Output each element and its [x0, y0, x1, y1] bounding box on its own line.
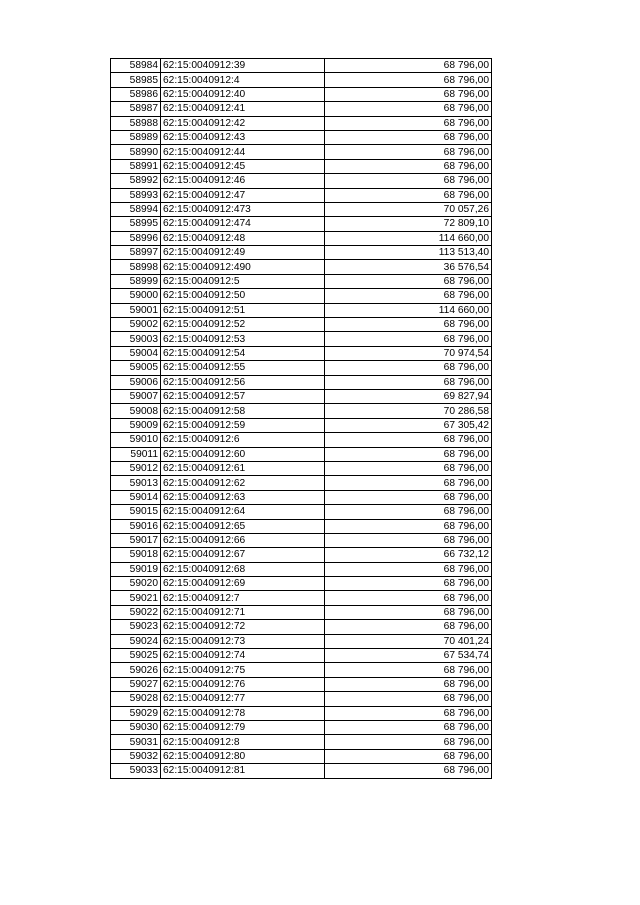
row-number-cell: 59006 — [111, 375, 161, 389]
row-number-cell: 58986 — [111, 87, 161, 101]
table-body — [111, 59, 492, 779]
value-cell: 68 796,00 — [325, 361, 492, 375]
value-cell: 68 796,00 — [325, 375, 492, 389]
row-number-cell: 58984 — [111, 59, 161, 73]
row-number-cell: 59007 — [111, 389, 161, 403]
table-row — [111, 231, 492, 245]
table-row — [111, 418, 492, 432]
row-number-cell: 59001 — [111, 303, 161, 317]
table-row — [111, 505, 492, 519]
value-cell: 68 796,00 — [325, 476, 492, 490]
table-row — [111, 59, 492, 73]
value-cell: 68 796,00 — [325, 720, 492, 734]
value-cell: 72 809,10 — [325, 217, 492, 231]
value-cell: 68 796,00 — [325, 188, 492, 202]
cadastral-number-cell: 62:15:0040912:78 — [161, 706, 325, 720]
cadastral-number-cell: 62:15:0040912:4 — [161, 73, 325, 87]
value-cell: 70 974,54 — [325, 346, 492, 360]
value-cell: 70 057,26 — [325, 202, 492, 216]
cadastral-number-cell: 62:15:0040912:41 — [161, 102, 325, 116]
table-row — [111, 490, 492, 504]
cadastral-number-cell: 62:15:0040912:490 — [161, 260, 325, 274]
row-number-cell: 59032 — [111, 749, 161, 763]
table-row — [111, 476, 492, 490]
cadastral-value-table — [110, 58, 492, 779]
value-cell: 68 796,00 — [325, 562, 492, 576]
table-row — [111, 217, 492, 231]
value-cell: 68 796,00 — [325, 490, 492, 504]
row-number-cell: 59027 — [111, 677, 161, 691]
table-row — [111, 677, 492, 691]
cadastral-number-cell: 62:15:0040912:69 — [161, 577, 325, 591]
value-cell: 68 796,00 — [325, 706, 492, 720]
row-number-cell: 59009 — [111, 418, 161, 432]
table-row — [111, 634, 492, 648]
row-number-cell: 59015 — [111, 505, 161, 519]
table-row — [111, 706, 492, 720]
table-row — [111, 289, 492, 303]
table-row — [111, 605, 492, 619]
table-row — [111, 361, 492, 375]
row-number-cell: 59023 — [111, 620, 161, 634]
table-row — [111, 246, 492, 260]
value-cell: 68 796,00 — [325, 318, 492, 332]
cadastral-number-cell: 62:15:0040912:76 — [161, 677, 325, 691]
table-row — [111, 389, 492, 403]
value-cell: 68 796,00 — [325, 677, 492, 691]
table-row — [111, 620, 492, 634]
cadastral-number-cell: 62:15:0040912:8 — [161, 735, 325, 749]
row-number-cell: 59012 — [111, 461, 161, 475]
value-cell: 68 796,00 — [325, 59, 492, 73]
cadastral-number-cell: 62:15:0040912:45 — [161, 159, 325, 173]
cadastral-number-cell: 62:15:0040912:68 — [161, 562, 325, 576]
value-cell: 68 796,00 — [325, 73, 492, 87]
row-number-cell: 59010 — [111, 433, 161, 447]
cadastral-number-cell: 62:15:0040912:67 — [161, 548, 325, 562]
cadastral-number-cell: 62:15:0040912:53 — [161, 332, 325, 346]
row-number-cell: 58989 — [111, 130, 161, 144]
row-number-cell: 59033 — [111, 764, 161, 778]
row-number-cell: 59031 — [111, 735, 161, 749]
cadastral-number-cell: 62:15:0040912:80 — [161, 749, 325, 763]
row-number-cell: 59019 — [111, 562, 161, 576]
cadastral-number-cell: 62:15:0040912:55 — [161, 361, 325, 375]
table-row — [111, 318, 492, 332]
row-number-cell: 58996 — [111, 231, 161, 245]
row-number-cell: 59011 — [111, 447, 161, 461]
value-cell: 68 796,00 — [325, 145, 492, 159]
cadastral-number-cell: 62:15:0040912:73 — [161, 634, 325, 648]
row-number-cell: 59028 — [111, 692, 161, 706]
value-cell: 68 796,00 — [325, 274, 492, 288]
cadastral-number-cell: 62:15:0040912:54 — [161, 346, 325, 360]
value-cell: 68 796,00 — [325, 332, 492, 346]
value-cell: 67 534,74 — [325, 649, 492, 663]
cadastral-number-cell: 62:15:0040912:79 — [161, 720, 325, 734]
row-number-cell: 59003 — [111, 332, 161, 346]
value-cell: 114 660,00 — [325, 231, 492, 245]
row-number-cell: 59021 — [111, 591, 161, 605]
table-row — [111, 188, 492, 202]
cadastral-number-cell: 62:15:0040912:473 — [161, 202, 325, 216]
cadastral-number-cell: 62:15:0040912:59 — [161, 418, 325, 432]
row-number-cell: 59002 — [111, 318, 161, 332]
cadastral-number-cell: 62:15:0040912:75 — [161, 663, 325, 677]
row-number-cell: 59016 — [111, 519, 161, 533]
value-cell: 68 796,00 — [325, 159, 492, 173]
cadastral-number-cell: 62:15:0040912:57 — [161, 389, 325, 403]
row-number-cell: 59005 — [111, 361, 161, 375]
table-row — [111, 116, 492, 130]
cadastral-number-cell: 62:15:0040912:63 — [161, 490, 325, 504]
cadastral-number-cell: 62:15:0040912:81 — [161, 764, 325, 778]
value-cell: 113 513,40 — [325, 246, 492, 260]
cadastral-number-cell: 62:15:0040912:42 — [161, 116, 325, 130]
table-row — [111, 130, 492, 144]
value-cell: 67 305,42 — [325, 418, 492, 432]
value-cell: 68 796,00 — [325, 289, 492, 303]
row-number-cell: 59014 — [111, 490, 161, 504]
table-row — [111, 159, 492, 173]
table-row — [111, 332, 492, 346]
table-row — [111, 303, 492, 317]
cadastral-number-cell: 62:15:0040912:77 — [161, 692, 325, 706]
table-row — [111, 87, 492, 101]
table-row — [111, 447, 492, 461]
cadastral-number-cell: 62:15:0040912:6 — [161, 433, 325, 447]
cadastral-number-cell: 62:15:0040912:50 — [161, 289, 325, 303]
value-cell: 68 796,00 — [325, 577, 492, 591]
row-number-cell: 58997 — [111, 246, 161, 260]
value-cell: 70 286,58 — [325, 404, 492, 418]
value-cell: 68 796,00 — [325, 174, 492, 188]
row-number-cell: 59024 — [111, 634, 161, 648]
value-cell: 68 796,00 — [325, 749, 492, 763]
row-number-cell: 59000 — [111, 289, 161, 303]
row-number-cell: 59030 — [111, 720, 161, 734]
value-cell: 68 796,00 — [325, 87, 492, 101]
value-cell: 68 796,00 — [325, 764, 492, 778]
cadastral-number-cell: 62:15:0040912:74 — [161, 649, 325, 663]
value-cell: 68 796,00 — [325, 461, 492, 475]
row-number-cell: 58995 — [111, 217, 161, 231]
row-number-cell: 59017 — [111, 533, 161, 547]
table-row — [111, 73, 492, 87]
table-row — [111, 274, 492, 288]
table-row — [111, 346, 492, 360]
value-cell: 68 796,00 — [325, 620, 492, 634]
row-number-cell: 58993 — [111, 188, 161, 202]
value-cell: 69 827,94 — [325, 389, 492, 403]
cadastral-number-cell: 62:15:0040912:39 — [161, 59, 325, 73]
table-row — [111, 404, 492, 418]
cadastral-number-cell: 62:15:0040912:71 — [161, 605, 325, 619]
table-row — [111, 260, 492, 274]
row-number-cell: 59022 — [111, 605, 161, 619]
cadastral-number-cell: 62:15:0040912:44 — [161, 145, 325, 159]
value-cell: 68 796,00 — [325, 433, 492, 447]
row-number-cell: 58991 — [111, 159, 161, 173]
row-number-cell: 58990 — [111, 145, 161, 159]
table-row — [111, 519, 492, 533]
cadastral-number-cell: 62:15:0040912:62 — [161, 476, 325, 490]
table-row — [111, 764, 492, 778]
cadastral-number-cell: 62:15:0040912:43 — [161, 130, 325, 144]
value-cell: 68 796,00 — [325, 591, 492, 605]
cadastral-number-cell: 62:15:0040912:51 — [161, 303, 325, 317]
value-cell: 68 796,00 — [325, 519, 492, 533]
value-cell: 36 576,54 — [325, 260, 492, 274]
row-number-cell: 58999 — [111, 274, 161, 288]
table-row — [111, 174, 492, 188]
cadastral-number-cell: 62:15:0040912:65 — [161, 519, 325, 533]
row-number-cell: 59025 — [111, 649, 161, 663]
table-row — [111, 720, 492, 734]
value-cell: 68 796,00 — [325, 505, 492, 519]
value-cell: 68 796,00 — [325, 102, 492, 116]
row-number-cell: 58985 — [111, 73, 161, 87]
row-number-cell: 58994 — [111, 202, 161, 216]
cadastral-number-cell: 62:15:0040912:474 — [161, 217, 325, 231]
table-row — [111, 692, 492, 706]
cadastral-number-cell: 62:15:0040912:7 — [161, 591, 325, 605]
table-row — [111, 735, 492, 749]
row-number-cell: 58987 — [111, 102, 161, 116]
value-cell: 68 796,00 — [325, 116, 492, 130]
value-cell: 68 796,00 — [325, 130, 492, 144]
table-row — [111, 749, 492, 763]
value-cell: 114 660,00 — [325, 303, 492, 317]
row-number-cell: 59029 — [111, 706, 161, 720]
value-cell: 68 796,00 — [325, 735, 492, 749]
table-row — [111, 577, 492, 591]
cadastral-number-cell: 62:15:0040912:58 — [161, 404, 325, 418]
value-cell: 66 732,12 — [325, 548, 492, 562]
row-number-cell: 59026 — [111, 663, 161, 677]
value-cell: 68 796,00 — [325, 692, 492, 706]
cadastral-number-cell: 62:15:0040912:60 — [161, 447, 325, 461]
table-row — [111, 461, 492, 475]
cadastral-number-cell: 62:15:0040912:56 — [161, 375, 325, 389]
row-number-cell: 58988 — [111, 116, 161, 130]
cadastral-number-cell: 62:15:0040912:72 — [161, 620, 325, 634]
cadastral-number-cell: 62:15:0040912:64 — [161, 505, 325, 519]
table-row — [111, 562, 492, 576]
cadastral-number-cell: 62:15:0040912:48 — [161, 231, 325, 245]
cadastral-number-cell: 62:15:0040912:52 — [161, 318, 325, 332]
table-row — [111, 102, 492, 116]
table-row — [111, 548, 492, 562]
value-cell: 68 796,00 — [325, 533, 492, 547]
table-row — [111, 375, 492, 389]
cadastral-number-cell: 62:15:0040912:49 — [161, 246, 325, 260]
row-number-cell: 58992 — [111, 174, 161, 188]
cadastral-number-cell: 62:15:0040912:40 — [161, 87, 325, 101]
value-cell: 68 796,00 — [325, 663, 492, 677]
row-number-cell: 58998 — [111, 260, 161, 274]
cadastral-number-cell: 62:15:0040912:5 — [161, 274, 325, 288]
table-row — [111, 533, 492, 547]
row-number-cell: 59018 — [111, 548, 161, 562]
value-cell: 68 796,00 — [325, 447, 492, 461]
cadastral-number-cell: 62:15:0040912:66 — [161, 533, 325, 547]
row-number-cell: 59013 — [111, 476, 161, 490]
cadastral-number-cell: 62:15:0040912:47 — [161, 188, 325, 202]
table-row — [111, 663, 492, 677]
row-number-cell: 59008 — [111, 404, 161, 418]
row-number-cell: 59004 — [111, 346, 161, 360]
table-row — [111, 145, 492, 159]
table-row — [111, 202, 492, 216]
cadastral-number-cell: 62:15:0040912:46 — [161, 174, 325, 188]
cadastral-number-cell: 62:15:0040912:61 — [161, 461, 325, 475]
value-cell: 70 401,24 — [325, 634, 492, 648]
row-number-cell: 59020 — [111, 577, 161, 591]
table-row — [111, 591, 492, 605]
table-row — [111, 433, 492, 447]
value-cell: 68 796,00 — [325, 605, 492, 619]
table-row — [111, 649, 492, 663]
